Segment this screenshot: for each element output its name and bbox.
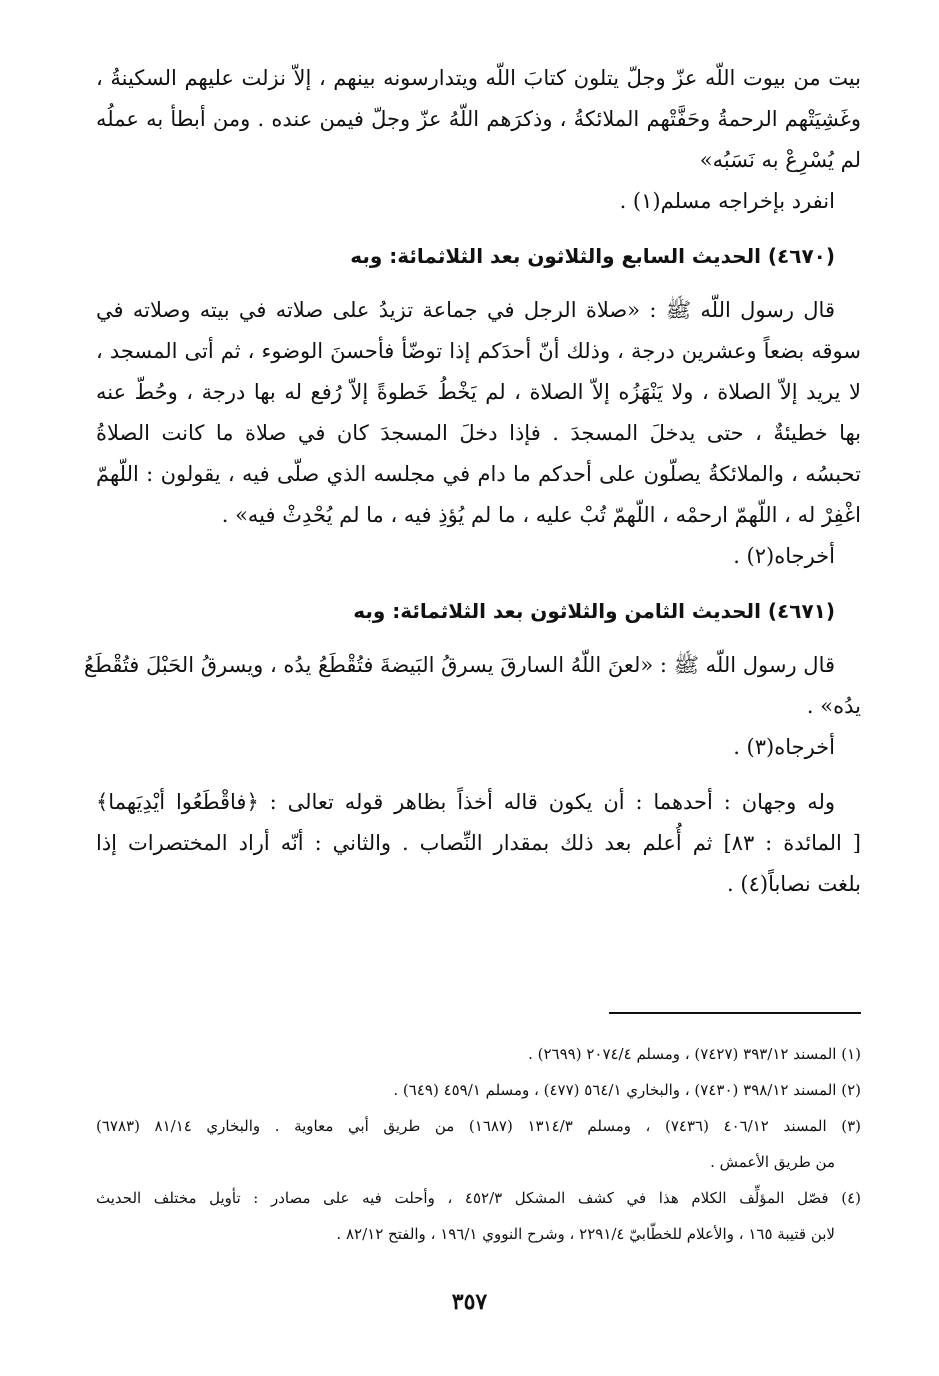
paragraph-commentary — [96, 782, 861, 905]
footnote-3-continuation: من طريق الأعمش . — [710, 1153, 835, 1171]
hadith-heading-4670: (٤٦٧٠) الحديث السابع والثلاثون بعد الثلاثمائة: وبه — [350, 244, 835, 268]
footnote-2: (٢) المسند ٣٩٨/١٢ (٧٤٣٠) ، والبخاري ٥٦٤/١ (٤٧٧) ، ومسلم ٤٥٩/١ (٦٤٩) . — [393, 1081, 861, 1099]
text-line: قال رسول اللّه ﷺ : «لعنَ اللّهُ السارقَ يسرقُ البَيضةَ فتُقْطَعُ يدُه ، ويسرقُ الحَبْلَ فتُقْطَعُ — [83, 653, 835, 677]
text-line: قال رسول اللّه ﷺ : «صلاة الرجل في جماعة تزيدُ على صلاته في بيته وصلاته في — [96, 298, 835, 322]
text-line: اغْفِرْ له ، اللّهمّ ارحمْه ، اللّهمّ تُبْ عليه ، ما لم يُؤذِ فيه ، ما لم يُحْدِثْ فيه» . — [221, 503, 861, 527]
footnote-separator — [609, 1012, 861, 1014]
text-line: بلغت نصاباً(٤) . — [727, 872, 861, 896]
text-line: لم يُسْرِعْ به نَسَبُه» — [699, 148, 861, 172]
hadith-heading-4671: (٤٦٧١) الحديث الثامن والثلاثون بعد الثلاثمائة: وبه — [353, 599, 835, 623]
text-line: بها خطيئةٌ ، حتى يدخلَ المسجدَ . فإذا دخلَ المسجدَ كان في صلاة ما كانت الصلاةُ — [96, 421, 861, 445]
text-line: يدُه» . — [806, 694, 861, 718]
text-line: وغَشِيَتْهم الرحمةُ وحَفَّتْهم الملائكةُ ، وذكرَهم اللّهُ عزّ وجلّ فيمن عنده . ومن أبطأ به عملُه — [96, 107, 861, 131]
footnote-1: (١) المسند ٣٩٣/١٢ (٧٤٢٧) ، ومسلم ٢٠٧٤/٤ (٢٦٩٩) . — [528, 1045, 861, 1063]
text-line: [ المائدة : ٨٣] ثم أُعلم بعد ذلك بمقدار النِّصاب . والثاني : أنّه أراد المختصرات إذا — [96, 831, 861, 855]
footnote-4: (٤) فصّل المؤلِّف الكلام هذا في كشف المشكل ٤٥٢/٣ ، وأحلت فيه على مصادر : تأويل مختلف الحديث — [96, 1189, 861, 1207]
footnote-3: (٣) المسند ٤٠٦/١٢ (٧٤٣٦) ، ومسلم ١٣١٤/٣ (١٦٨٧) من طريق أبي معاوية . والبخاري ٨١/١٤ (٦٧٨٣) — [96, 1117, 861, 1135]
paragraph-hadith-4671 — [83, 645, 861, 727]
attribution-note: أخرجاه(٢) . — [733, 544, 835, 568]
footnotes — [96, 1012, 861, 1252]
attribution-note: أخرجاه(٣) . — [733, 735, 835, 759]
text-line: بيت من بيوت اللّه عزّ وجلّ يتلون كتابَ اللّه ويتدارسونه بينهم ، إلاّ نزلت عليهم السكينةُ ، — [96, 66, 861, 90]
text-line: سوقه بضعاً وعشرين درجة ، وذلك أنّ أحدَكم إذا توضّأ فأحسنَ الوضوء ، ثم أتى المسجد ، — [96, 339, 861, 363]
attribution-note: انفرد بإخراجه مسلم(١) . — [619, 189, 835, 213]
paragraph-hadith-4670 — [96, 290, 861, 536]
text-line: وله وجهان : أحدهما : أن يكون قاله أخذاً بظاهر قوله تعالى : ﴿فاقْطَعُوا أيْدِيَهما﴾ — [96, 790, 835, 814]
page-number: ٣٥٧ — [451, 1289, 488, 1315]
text-line: لا يريد إلاّ الصلاة ، ولا يَنْهَزُه إلاّ الصلاة ، لم يَخْطُ خَطوةً إلاّ رُفع له بها درجة ، وحُطّ عنه — [96, 380, 861, 404]
paragraph-hadith-continuation — [96, 58, 861, 181]
footnote-4-continuation: لابن قتيبة ١٦٥ ، والأعلام للخطّابيّ ٢٢٩١/٤ ، وشرح النووي ١٩٦/١ ، والفتح ٨٢/١٢ . — [336, 1225, 835, 1243]
text-line: تحبسُه ، والملائكةُ يصلّون على أحدكم ما دام في مجلسه الذي صلّى فيه ، يقولون : اللّهمّ — [96, 462, 861, 486]
